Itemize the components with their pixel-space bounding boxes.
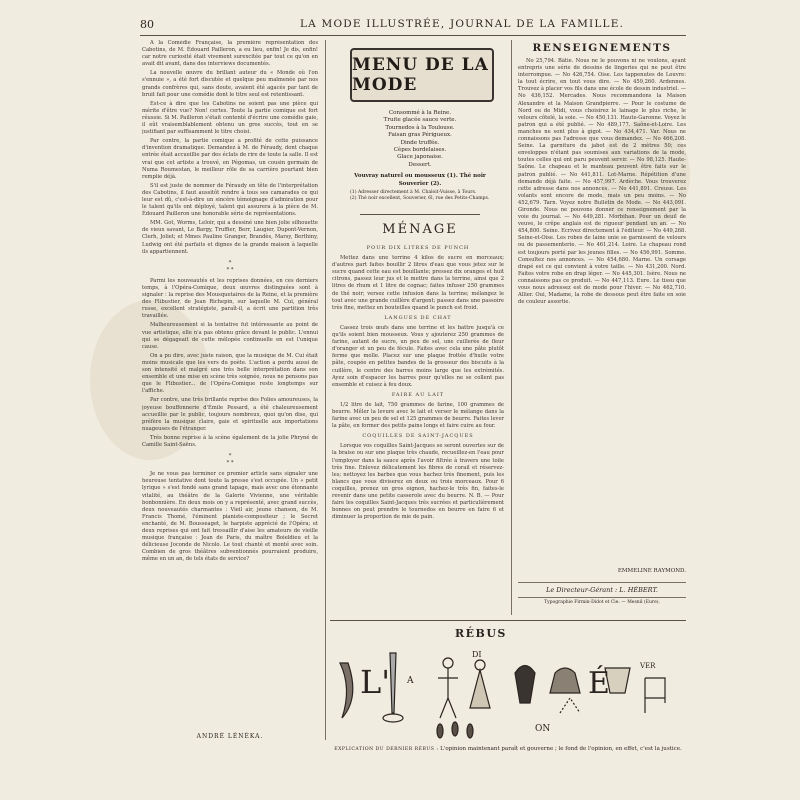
leaf-icon <box>340 663 353 718</box>
bell-icon <box>550 668 580 693</box>
chair-icon <box>645 678 665 713</box>
paragraph: Je ne vous pas terminer ce premier article sans signaler une heureuse tentative dont toute la presse s'est occupée. Un « petit lyrique » s'est fondé sans grand tapage, mais avec une étonnante vitalité, au théâtre de la Galerie Vivienne, une véritable bonbonnière. En deux mois on y a représenté, avec grand succès, deux nouveautés charmantes : Vieil air, jeune chanson, de M. Francis Thomé, l'éminent pianiste-compositeur ; le Secret enchanté, de M. Bousseaget, le harpiste apprécié de l'Opéra; et deux reprises qui ont fait tressaillir d'aise les amateurs de vieille musique française : Jean de Paris, du maître Boieldieu et la délicieuse Joconde de Nicolo. Le tout chanté et monté avec soin. Combien de gros théâtres subventionnés pourraient produire, même en un an, de tels états de service? <box>142 471 318 563</box>
paragraph: La nouvelle œuvre du brillant auteur du « Monde où l'on s'ennuie », a été fort discutée et quelque peu malmenée par nos grands confrères qui, sans doute, avaient été agacés par tant de bruit fait pour une comédie dont le titre seul est retentissant. <box>142 70 318 98</box>
section-rule <box>330 620 686 621</box>
column-rule <box>511 40 512 615</box>
page-number: 80 <box>140 18 154 31</box>
header-rule <box>140 35 686 36</box>
footprint-icon <box>437 724 443 738</box>
rebus-letter: VER <box>640 662 656 670</box>
section-divider: * * * <box>226 259 234 273</box>
running-title: LA MODE ILLUSTRÉE, JOURNAL DE LA FAMILLE. <box>300 18 625 30</box>
recipe-text: 1/2 litre de lait, 750 grammes de farine, 100 grammes de beurre. Mêler la levure avec le lait et verser le mélange dans la farine avec un peu de sel et 125 grammes de beurre. Faites lever la pâte, en former des petits pains longs et faire cuire au four. <box>332 401 504 430</box>
paragraph: S'il est juste de nommer de Féraudy en tête de l'interprétation des Cabotins, il faut aussitôt rendre à tous ses camarades ce qui leur est dû, c'est-à-dire un sincère témoignage d'admiration pour le talent qu'ils ont déployé, talent qui assurera à la pièce de M. Édouard Pailleron une honorable série de représentations. <box>142 182 318 218</box>
recipe-title: LANGUES DE CHAT <box>384 314 452 321</box>
menu-banner: MENU DE LA MODE <box>350 48 494 102</box>
menu-item: Dessert. <box>408 161 432 168</box>
article-author: ANDRÉ LÉNÉKA. <box>196 733 264 740</box>
menu-note: (2) Thé noir excellent, Souverier, 6l, rue des Petits-Champs. <box>350 196 490 202</box>
rebus-letter: L' <box>360 663 391 701</box>
director-line: Le Directeur-Gérant : L. HÉBERT. <box>518 582 686 598</box>
bottle-icon <box>390 653 396 713</box>
rebus-letter: ON <box>535 724 551 734</box>
printer-line: Typographie Firmin-Didot et Cie. — Mesnil (Eure). <box>544 600 660 605</box>
rebus-title: RÉBUS <box>455 627 507 640</box>
signature: EMMELINE RAYMOND. <box>617 568 686 574</box>
rebus-caption <box>330 746 686 753</box>
menu-item: Dinde truffée. <box>400 139 440 146</box>
paragraph: On a pu dire, avec juste raison, que la musique de M. Cui était moins musicale que les vers du poète. L'action a perdu aussi de son intensité et malgré une très belle interprétation dans son ensemble et une mise en scène très soignée, nous ne pensons pas que le Flibustier... de l'Opéra-Comique reste longtemps sur l'affiche. <box>142 352 318 395</box>
paragraph: Par contre, une très brillante reprise des Folies amoureuses, la joyeuse bouffonnerie d'Émile Pessard, a été chaleureusement accueillie par le public, toujours nombreux, quoi qu'on dise, qui préfère la musique claire, gaie et spirituelle aux importations nuageuses de l'étranger. <box>142 397 318 432</box>
renseignements-text: No 25,794. Bâtie. Nous ne le pouvons ni ne voulons, ayant entrepris une série de dessins de lingeries qui ne peut être interrompue. — No 426,754. Oise. Les tappenutes de Louvre: la tout écrire, en tout vous dire. — No 459,260. Ardennes. Trouvez à placer vos fils dans une école de dessin industriel. — No 436,152. Mercades. Nous recommandons la Maison Alexandre et la Maison Grandpierre. — Pour le costume de Nord ou de Midi, vous choisirez le lainage le plus riche, le velours côtelé, la soie. — No 450,131. Haute-Garonne. Voyez le patron qui a été publié. — No 489,177. Saône-et-Loire. Les manches ne sont plus à gigot. — No 434,471. Var. Nous ne connaissons pas l'adresse que vous demandez. — No 466,208. Seine. La garniture du jabot est de 2 mètres 50; ces enveloppes n'étant pas soumises aux variations de la mode, toutes celles qui ont paru peuvent servir. — No 98,125. Haute-Saône. Le chapeau et le manteau peuvent être faits sur le patron publié. — No 441,811. Lot-Marne. Répétition d'une demande déjà faite. — No 457,997. Ardèche. Vous trouverez cette adresse dans nos annonces. — No 441,891. Creuse. Les volants sont encore de mode, mais un peu moins. — No 452,679. Tarn. Voyez notre Bulletin de Mode. — No 443,091. Gironde. Nous ne pouvons donner ce renseignement par la voie du journal. — No 449,281. Morbihan. Pour un deuil de veuve, le crêpe anglais est de rigueur pendant un an. — No 454,800. Seine. Ecrivez directement à l'éditeur. — No 449,268. Seine-et-Oise. Les robes de laine unie se garnissent de velours ou de passementerie. — No 461,214. Loire. Le chapeau rond est toujours porté par les jeunes filles. — No 456,991. Somme. Consultez nos annonces. — No 454,680. Marne. Un corsage drapé est ce qui convient à votre taille. — No 431,200. Nord. Faites votre robe en drap léger. — No 445,301. Isère. Nous ne connaissons pas ce produit. — No 447,113. Eure. Le tissu que vous nous adressez est de mode pour l'hiver. — No 462,710. Allier. Oui, Madame, la robe de dessous peut être faite en soie de couleur assortie. <box>518 58 686 306</box>
menu-item: Consommé à la Reine. <box>388 110 452 116</box>
menu-note: (1) Adresser directement à M. Chaloit-Vuisse, à Tours. <box>350 190 477 196</box>
paragraph: Est-ce à dire que les Cabotins ne soient pas une pièce qui mérite d'être vue? Non! certes. Toute la partie comique est fort réussie. Si M. Pailleron s'était contenté d'écrire une comédie gaie, il eût vraisemblablement obtenu un gros succès, tout en se justifiant par suffisamment le titre choisi. <box>142 100 318 136</box>
menu-list <box>350 110 490 202</box>
menu-item: Cèpes bordelaises. <box>393 147 447 154</box>
column-menage <box>332 242 504 622</box>
paragraph: Par contre, la partie comique a profité de cette puissance d'invention dramatique. Demandez à M. de Féraudy, dont chaque entrée était accueillie par des éclats de rire de toute la salle. Il est vrai que cet artiste a trouvé, en Pégomas, un cousin germain de Numa Roumestan, le meilleur rôle de sa carrière pourtant bien remplie déjà. <box>142 138 318 180</box>
rebus-drawing <box>330 643 686 740</box>
column-rule <box>325 40 326 740</box>
recipe-text: Lorsque vos coquilles Saint-Jacques se seront ouvertes sur de la braise ou sur une plaque très chaude, recueillez-en l'eau pour l'employer dans la sauce après l'avoir filtrée à travers une toile très fine. Enlevez délicatement les fibres de corail et réservez-les; nettoyez les barbes que vous hachez très finement, puis les blancs que vous diviserez en deux ou trois morceaux. Pour 6 coquilles, prenez un gros oignon, hachez-le très fin, faites-le revenir dans une petite casserole avec du beurre. N. B. — Pour faire les coquilles Saint-Jacques très sucrées et particulièrement bonnes on peut prendre le tournedos en beurre en faire 6 et diminuer la proportion de mie de pain. <box>332 443 504 521</box>
menu-wines: Vouvray naturel ou mousseux (1). Thé noir Souverier (2). <box>354 173 486 187</box>
recipe-text: Mettez dans une terrine 4 kilos de sucre en morceaux; d'autres part faites bouillir 2 litres d'eau que vous jetez sur le sucre quand cette eau est bouillante; pressez dix oranges et huit citrons, passez leur jus et le mettre dans la terrine, ainsi que 2 litres de rhum et 1 litre de cognac; faites infuser 250 grammes de thé noir; versez cette infusion dans la terrine; mélangez le tout avec une grande cuillère d'argent; passez dans une passoire très fine, mettez en bouteilles quand le punch est froid. <box>332 255 504 311</box>
column-renseignements <box>518 58 686 563</box>
woman-icon <box>470 670 490 708</box>
rebus-illustration <box>330 643 686 740</box>
menage-title: MÉNAGE <box>382 222 458 237</box>
cat-icon <box>515 666 535 704</box>
page-header <box>140 18 660 34</box>
menu-item: Truite glacée sauce verte. <box>383 117 457 124</box>
rebus-letter: A <box>407 676 414 686</box>
paragraph: A la Comédie Française, la première représentation des Cabotins, de M. Édouard Pailleron, a eu lieu, enfin! Je dis, enfin! car notre curiosité était vivement surexcitée par tout ce qu'on en avait dit avant, dans des interviews documentés. <box>142 40 318 68</box>
menu-item: Faisan gras Périgueux. <box>388 132 452 139</box>
paragraph: Malheureusement si la tentative fut intéressante au point de vue artistique, elle n'a pas obtenu grâce devant le public. L'ennui qui se dégageait de cette mélopée continuelle en est l'unique cause. <box>142 322 318 350</box>
rebus-caption-label: EXPLICATION DU DERNIER RÉBUS : <box>334 747 439 752</box>
rebus-letter: DI <box>472 650 482 659</box>
paragraph: MM. Got, Worms, Leloir, qui a dessiné une bien jolie silhouette de vieux savant, Le Bargy, Truffier, Berr, Laugier, Dupont-Vernon, Clerh, Joliet; et Mmes Pauline Granger, Brandès, Marsy, Berthiny, Ludwig ont été parfaits et dignes de la grande maison à laquelle ils appartiennent. <box>142 220 318 255</box>
renseignements-title: RENSEIGNEMENTS <box>532 42 672 54</box>
paragraph: Très bonne reprise à la scène également de la jolie Phryné de Camille Saint-Saëns. <box>142 434 318 448</box>
rebus-letter: É <box>588 666 610 701</box>
rebus-caption-text: L'opinion maintenant paraît et gouverne ; le fond de l'opinion, en effet, c'est la justice. <box>440 746 682 752</box>
recipe-title: POUR DIX LITRES DE PUNCH <box>366 245 470 251</box>
figure-icon <box>438 668 458 718</box>
section-rule <box>360 214 480 215</box>
recipe-title: FAIRE AU LAIT <box>391 391 445 398</box>
menu-item: Glace japonaise. <box>397 154 443 161</box>
recipe-title: COQUILLES DE SAINT-JACQUES <box>362 433 474 440</box>
section-divider: * * * <box>226 453 234 467</box>
recipe-text: Cassez trois œufs dans une terrine et les battre jusqu'à ce qu'ils soient bien mousseux. Vous y ajouterez 250 grammes de farine, autant de sucre, un peu de sel, une cuillerée de fleur d'oranger et un peu de fécule. Faites avec cela une pâte plutôt ferme que molle. Placez sur une plaque frottée d'huile votre pâte, coupée en petites bandes de la grosseur des biscuits à la cuillère, le centre des barres moins large que les extrémités. Ayez soin d'espacer les barres pour qu'elles ne se collent pas ensemble et cuisez à feu doux. <box>332 324 504 388</box>
paragraph: Parmi les nouveautés et les reprises données, en ces derniers temps, à l'Opéra-Comique, deux œuvres distinguées sont à signaler : la reprise des Mousquetaires de la Reine, et la première des Flibustier, de Jean Richepin, sur laquelle M. Cui, général russe, excellent stratégiste, paraît-il, a écrit une partition très travaillée. <box>142 277 318 320</box>
menu-item: Tournedos à la Toulouse. <box>385 124 455 131</box>
column-theatre <box>142 40 318 730</box>
